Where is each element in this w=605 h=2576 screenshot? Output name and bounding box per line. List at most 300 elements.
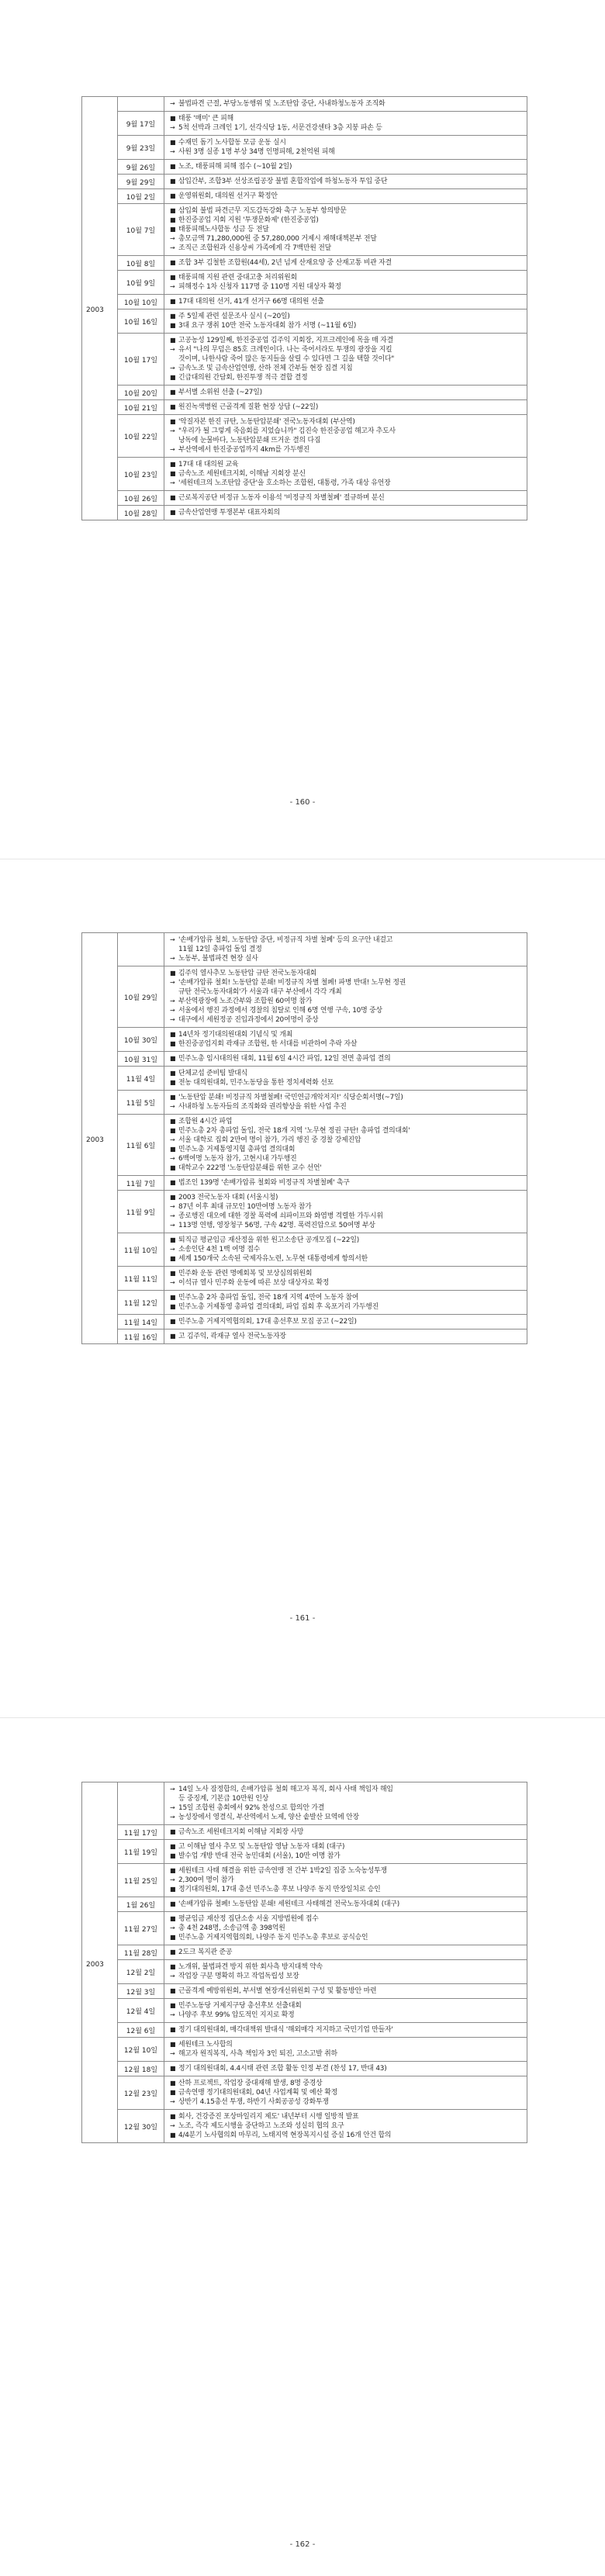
table-row — [82, 966, 527, 1028]
table-row — [82, 136, 527, 160]
table-row — [82, 1945, 527, 1960]
event-line — [170, 321, 522, 330]
event-text: 한진중공업 지회 지원 '투쟁문화제' (한진중공업) — [178, 216, 319, 224]
page-number: - 160 - — [289, 798, 316, 807]
event-line — [170, 2011, 522, 2020]
arrow-right-icon: → — [170, 346, 175, 353]
date-cell: 1월 26일 — [118, 1897, 164, 1912]
date-cell: 9월 26일 — [118, 160, 164, 175]
event-text: 수재민 돕기 노사합동 모금 운동 실시 — [178, 139, 286, 147]
event-line — [170, 1164, 522, 1173]
event-cell — [164, 1984, 527, 1999]
event-line — [170, 2112, 522, 2121]
arrow-right-icon: → — [170, 1804, 175, 1811]
event-line — [170, 2040, 522, 2049]
arrow-right-icon: → — [170, 1136, 175, 1143]
date-cell: 11월 28일 — [118, 1945, 164, 1960]
chronology-table — [81, 1782, 527, 2143]
event-text: 노조, 즉각 제도시행을 중단하고 노조와 성실히 협의 요구 — [178, 2122, 344, 2130]
table-row — [82, 415, 527, 458]
table-row — [82, 1115, 527, 1176]
arrow-right-icon: → — [170, 427, 175, 434]
date-cell: 10월 16일 — [118, 309, 164, 334]
bullet-square-icon: ■ — [170, 1294, 176, 1301]
event-text: 것이며, 나한사람 죽어 많은 동지들을 살릴 수 있다면 그 길을 택할 것이다" — [178, 355, 395, 363]
event-text: 민주노총 거제지역협의회, 나양주 동지 민주노총 후보로 공식승인 — [178, 1934, 368, 1942]
event-cell — [164, 1191, 527, 1233]
arrow-right-icon: → — [170, 955, 175, 962]
event-text: 유서 "나의 무덤은 85호 크레인이다. 나는 죽어서라도 투쟁의 광장을 지킬 — [178, 346, 392, 354]
event-cell — [164, 1291, 527, 1315]
event-line — [170, 312, 522, 321]
arrow-right-icon: → — [170, 1016, 175, 1023]
event-line — [170, 99, 522, 109]
date-cell: 11월 25일 — [118, 1864, 164, 1897]
bullet-square-icon: ■ — [170, 1934, 176, 1941]
bullet-square-icon: ■ — [170, 1867, 176, 1874]
page-number: - 162 - — [289, 2540, 316, 2549]
arrow-right-icon: → — [170, 998, 175, 1004]
date-cell: 10월 30일 — [118, 1028, 164, 1052]
event-line — [170, 1933, 522, 1942]
date-cell: 10월 28일 — [118, 506, 164, 520]
event-line — [170, 1126, 522, 1136]
date-cell: 12월 18일 — [118, 2062, 164, 2076]
event-line — [170, 162, 522, 171]
date-cell: 11월 4일 — [118, 1067, 164, 1091]
table-row — [82, 1984, 527, 1999]
event-text: 정기대의원회, 17대 총선 민주노총 후보 나양주 동지 만장일치로 승인 — [178, 1886, 381, 1893]
event-text: 조합 3부 김철한 조합원(44세), 2년 넘게 산재요양 중 산재고통 비관 자결 — [178, 259, 392, 267]
page-number: - 161 - — [289, 1614, 316, 1623]
event-line — [170, 417, 522, 427]
bullet-square-icon: ■ — [170, 216, 176, 223]
event-line — [170, 445, 522, 455]
bullet-square-icon: ■ — [170, 337, 176, 344]
bullet-square-icon: ■ — [170, 1828, 176, 1835]
event-line — [170, 1900, 522, 1909]
table-row — [82, 334, 527, 386]
event-text: 금속노조 세원테크지회, 이해남 지회장 분신 — [178, 470, 306, 478]
date-cell: 11월 5일 — [118, 1091, 164, 1115]
arrow-right-icon: → — [170, 2011, 175, 2018]
table-row — [82, 1329, 527, 1344]
event-line — [170, 1015, 522, 1025]
bullet-square-icon: ■ — [170, 1127, 176, 1134]
table-row — [82, 256, 527, 271]
event-line — [170, 954, 522, 963]
event-text: 규탄 전국노동자대회'가 서울과 대구 부산에서 각각 개최 — [178, 988, 342, 996]
bullet-square-icon: ■ — [170, 1886, 176, 1893]
table-row — [82, 1912, 527, 1945]
date-cell: 11월 10일 — [118, 1233, 164, 1267]
event-cell — [164, 415, 527, 458]
event-line — [170, 1202, 522, 1212]
event-text: 2도크 복지관 준공 — [178, 1948, 233, 1956]
bullet-square-icon: ■ — [170, 226, 176, 233]
chronology-sheet — [81, 1782, 527, 2143]
date-cell: 11월 17일 — [118, 1825, 164, 1840]
event-text: 부산역에서 한진중공업까지 4km를 가두행진 — [178, 446, 310, 454]
table-row — [82, 1960, 527, 1984]
bullet-square-icon: ■ — [170, 2026, 176, 2033]
event-text: 세원테크 노사합의 — [178, 2041, 233, 2049]
event-line — [170, 123, 522, 133]
event-cell — [164, 1960, 527, 1984]
event-line — [170, 1178, 522, 1188]
event-line — [170, 373, 522, 382]
table-row — [82, 1897, 527, 1912]
bullet-square-icon: ■ — [170, 2089, 176, 2096]
event-text: 낭독에 눈물바다, 노동탄압분쇄 뜨거운 결의 다짐 — [178, 437, 321, 444]
event-text: 태풍피해 지원 관련 중대고충 처리위원회 — [178, 274, 297, 282]
event-text: 나양주 후보 99% 압도적인 지지로 확정 — [178, 2011, 295, 2019]
event-line — [170, 469, 522, 479]
date-cell: 10월 10일 — [118, 295, 164, 309]
event-line — [170, 1293, 522, 1302]
event-line — [170, 1093, 522, 1102]
event-cell — [164, 400, 527, 415]
arrow-right-icon: → — [170, 283, 175, 290]
event-text: '악질자본 한진 규탄, 노동탄압분쇄' 전국노동자대회 (부산역) — [178, 418, 355, 426]
bullet-square-icon: ■ — [170, 1094, 176, 1101]
date-cell: 10월 2일 — [118, 189, 164, 204]
event-text: 고 이해남 열사 추모 및 노동탄압 영남 노동자 대회 (대구) — [178, 1843, 345, 1851]
event-cell — [164, 1176, 527, 1191]
bullet-square-icon: ■ — [170, 2002, 176, 2009]
bullet-square-icon: ■ — [170, 1915, 176, 1922]
event-line — [170, 1317, 522, 1326]
event-text: 원진녹색병원 근골격계 질환 현장 상담 (~22일) — [178, 403, 319, 411]
event-cell — [164, 271, 527, 295]
event-text: 등 중징계, 기본급 10만원 인상 — [178, 1795, 269, 1803]
event-text: '손배가압류 철회! 노동탄압 분쇄! 비정규직 차별 철폐! 파병 반대! 노무현 정권 — [178, 979, 406, 987]
event-line — [170, 2079, 522, 2088]
document-page — [0, 859, 605, 1717]
bullet-square-icon: ■ — [170, 494, 176, 501]
event-line — [170, 997, 522, 1006]
event-line — [170, 2097, 522, 2107]
bullet-square-icon: ■ — [170, 418, 176, 425]
bullet-square-icon: ■ — [170, 1900, 176, 1907]
event-cell — [164, 1052, 527, 1067]
event-line — [170, 935, 522, 945]
event-text: 정기 대의원대회, 4.4시태 관련 조합 활동 인정 부결 (찬성 17, 반대 43) — [178, 2065, 387, 2073]
event-line — [170, 1866, 522, 1876]
arrow-right-icon: → — [170, 100, 175, 107]
event-text: 삼입간부, 조합3부 선상조립공장 불법 혼합작업에 하청노동자 투입 중단 — [178, 178, 388, 185]
event-line — [170, 258, 522, 268]
event-text: 세원테크 사태 해결을 위한 금속연맹 전 간부 1박2일 집중 노숙농성투쟁 — [178, 1867, 387, 1875]
arrow-right-icon: → — [170, 1924, 175, 1931]
date-cell: 12월 10일 — [118, 2038, 164, 2062]
date-cell: 9월 23일 — [118, 136, 164, 160]
chronology-table — [81, 96, 527, 520]
event-text: 총 4천 248명, 소송금액 총 398억원 — [178, 1924, 285, 1932]
event-line — [170, 1212, 522, 1221]
event-line — [170, 427, 522, 436]
date-cell: 11월 14일 — [118, 1315, 164, 1329]
table-row — [82, 295, 527, 309]
table-row — [82, 1191, 527, 1233]
event-line — [170, 114, 522, 123]
event-text: 근로복지공단 비정규 노동자 이용석 '비정규직 차별철폐' 절규하며 분신 — [178, 494, 385, 502]
bullet-square-icon: ■ — [170, 2065, 176, 2072]
arrow-right-icon: → — [170, 979, 175, 986]
table-row — [82, 458, 527, 491]
date-cell: 11월 12일 — [118, 1291, 164, 1315]
date-cell: 12월 4일 — [118, 1999, 164, 2023]
bullet-square-icon: ■ — [170, 1963, 176, 1970]
event-text: 11월 12일 총파업 돌입 결정 — [178, 946, 262, 953]
chronology-sheet — [81, 96, 527, 520]
bullet-square-icon: ■ — [170, 207, 176, 214]
table-row — [82, 2038, 527, 2062]
date-cell: 11월 7일 — [118, 1176, 164, 1191]
event-text: 퇴직금 평균임금 재산정을 위한 원고소송단 공개모집 (~22일) — [178, 1236, 359, 1244]
event-text: 운영위원회, 대의원 선거구 확정안 — [178, 192, 278, 200]
bullet-square-icon: ■ — [170, 374, 176, 381]
arrow-right-icon: → — [170, 365, 175, 372]
year-cell: 2003 — [82, 97, 118, 520]
event-cell — [164, 1115, 527, 1176]
table-row — [82, 1315, 527, 1329]
bullet-square-icon: ■ — [170, 139, 176, 146]
bullet-square-icon: ■ — [170, 1055, 176, 1062]
event-text: 법조인 139명 '손배가압류 철회와 비정규직 차별철폐' 촉구 — [178, 1179, 350, 1187]
bullet-square-icon: ■ — [170, 1031, 176, 1038]
date-cell: 11월 11일 — [118, 1267, 164, 1291]
arrow-right-icon: → — [170, 2098, 175, 2105]
bullet-square-icon: ■ — [170, 2132, 176, 2139]
date-cell: 10월 23일 — [118, 458, 164, 491]
event-line — [170, 1794, 522, 1803]
event-text: 고 김주익, 곽재규 열사 전국노동자장 — [178, 1333, 286, 1340]
event-cell — [164, 160, 527, 175]
event-line — [170, 2131, 522, 2140]
bullet-square-icon: ■ — [170, 163, 176, 170]
date-cell: 12월 23일 — [118, 2076, 164, 2110]
bullet-square-icon: ■ — [170, 389, 176, 396]
event-line — [170, 1852, 522, 1861]
table-row — [82, 1782, 527, 1825]
event-cell — [164, 189, 527, 204]
bullet-square-icon: ■ — [170, 1333, 176, 1340]
arrow-right-icon: → — [170, 2122, 175, 2129]
event-text: 긴급대의원 간담회, 한진투쟁 적극 결합 결정 — [178, 374, 308, 382]
event-line — [170, 1221, 522, 1230]
bullet-square-icon: ■ — [170, 1843, 176, 1850]
event-line — [170, 1245, 522, 1254]
table-row — [82, 2062, 527, 2076]
arrow-right-icon: → — [170, 1973, 175, 1980]
event-text: 한진중공업지회 곽재규 조합원, 한 서대를 비관하여 추락 자살 — [178, 1040, 358, 1048]
date-cell: 10월 17일 — [118, 334, 164, 386]
table-row — [82, 2076, 527, 2110]
table-row — [82, 1840, 527, 1864]
bullet-square-icon: ■ — [170, 259, 176, 266]
event-line — [170, 2001, 522, 2011]
arrow-right-icon: → — [170, 936, 175, 943]
event-text: 14일 노사 잠정합의, 손배가압류 철회 해고자 복직, 회사 사태 책임자 해임 — [178, 1786, 393, 1793]
table-row — [82, 1825, 527, 1840]
event-line — [170, 978, 522, 987]
bullet-square-icon: ■ — [170, 1164, 176, 1171]
event-line — [170, 1986, 522, 1996]
date-cell: 10월 26일 — [118, 491, 164, 506]
event-line — [170, 1117, 522, 1126]
event-text: 민주노총 2차 총파업 돌입, 전국 18개 지역 4만여 노동자 참여 — [178, 1294, 359, 1302]
event-line — [170, 1962, 522, 1972]
event-text: 6백여명 노동자 참가, 고현시내 가두행진 — [178, 1155, 297, 1163]
event-text: '세원테크의 노조탄압 중단'을 호소하는 조합원, 대통령, 가족 대상 유언장 — [178, 479, 391, 487]
arrow-right-icon: → — [170, 2050, 175, 2057]
event-text: 소송인단 4천 1백 여명 접수 — [178, 1246, 261, 1253]
event-line — [170, 2088, 522, 2097]
event-line — [170, 1785, 522, 1794]
event-line — [170, 273, 522, 282]
event-text: 민주화 운동 관련 명예회복 및 보상심의위원회 — [178, 1270, 313, 1278]
event-text: 사원 3명 실종 1명 부상 34명 인명피해, 2천억원 피해 — [178, 148, 335, 156]
bullet-square-icon: ■ — [170, 1948, 176, 1955]
event-text: 노조, 태풍피해 피해 접수 (~10월 2일) — [178, 163, 292, 171]
event-line — [170, 1914, 522, 1924]
event-text: 15일 조합원 총회에서 92% 찬성으로 합의안 가결 — [178, 1804, 325, 1812]
event-text: 상반기 4.15총선 투쟁, 하반기 사회공공성 강화투쟁 — [178, 2098, 329, 2106]
event-cell — [164, 1945, 527, 1960]
bullet-square-icon: ■ — [170, 192, 176, 199]
event-line — [170, 1302, 522, 1312]
event-line — [170, 354, 522, 364]
event-text: 평균임금 재산정 집단소송 서울 지방법원에 접수 — [178, 1915, 319, 1923]
date-cell: 9월 17일 — [118, 112, 164, 136]
bullet-square-icon: ■ — [170, 1194, 176, 1201]
event-cell — [164, 1315, 527, 1329]
event-text: 금속연맹 정기대의원대회, 04년 사업계획 및 예산 확정 — [178, 2089, 338, 2097]
event-line — [170, 1924, 522, 1933]
bullet-square-icon: ■ — [170, 470, 176, 477]
event-cell — [164, 2076, 527, 2110]
table-row — [82, 1091, 527, 1115]
event-line — [170, 2064, 522, 2073]
event-cell — [164, 136, 527, 160]
event-cell — [164, 309, 527, 334]
arrow-right-icon: → — [170, 148, 175, 155]
bullet-square-icon: ■ — [170, 1303, 176, 1310]
event-cell — [164, 1825, 527, 1840]
table-row — [82, 1233, 527, 1267]
table-row — [82, 1067, 527, 1091]
table-row — [82, 491, 527, 506]
event-text: 민주노총 2차 총파업 돌입, 전국 18개 지역 '노무현 정권 규탄! 총파업 결의대회' — [178, 1127, 410, 1135]
event-cell — [164, 1782, 527, 1825]
event-line — [170, 192, 522, 201]
event-text: 농성장에서 영결식, 부산역에서 노제, 양산 솥발산 묘역에 안장 — [178, 1814, 359, 1821]
event-line — [170, 2121, 522, 2131]
event-text: 주 5일제 관련 설문조사 실시 (~20일) — [178, 313, 290, 320]
event-text: 이석규 열사 민주화 운동에 따른 보상 대상자로 확정 — [178, 1279, 330, 1287]
event-text: 2003 전국노동자 대회 (서울시청) — [178, 1194, 278, 1202]
arrow-right-icon: → — [170, 235, 175, 242]
date-cell: 11월 16일 — [118, 1329, 164, 1344]
bullet-square-icon: ■ — [170, 1040, 176, 1047]
event-text: 민주노총 거제통영 총파업 결의대회, 파업 집회 후 옥포거리 가두행진 — [178, 1303, 379, 1311]
table-row — [82, 1267, 527, 1291]
event-text: 종로행진 대오에 대한 경찰 폭력에 쇠파이프와 화염병 격렬한 가두시위 — [178, 1212, 383, 1220]
event-cell — [164, 1267, 527, 1291]
event-text: 태풍 '매미' 큰 피해 — [178, 115, 233, 123]
event-line — [170, 1006, 522, 1015]
date-cell: 12월 3일 — [118, 1984, 164, 1999]
arrow-right-icon: → — [170, 1786, 175, 1793]
event-cell — [164, 2110, 527, 2143]
event-line — [170, 138, 522, 147]
arrow-right-icon: → — [170, 1155, 175, 1162]
event-cell — [164, 2023, 527, 2038]
bullet-square-icon: ■ — [170, 2080, 176, 2087]
event-line — [170, 969, 522, 978]
date-cell: 10월 21일 — [118, 400, 164, 415]
event-text: 서울에서 행진 과정에서 경찰의 침탈로 인해 6명 연행 구속, 10명 중상 — [178, 1007, 382, 1015]
event-text: 불법파견 근절, 부당노동행위 및 노조탄압 중단, 사내하청노동자 조직화 — [178, 100, 385, 108]
table-row — [82, 1999, 527, 2023]
date-cell: 10월 22일 — [118, 415, 164, 458]
table-row — [82, 271, 527, 295]
event-text: 대학교수 222명 '노동탄압분쇄를 위한 교수 선언' — [178, 1164, 322, 1172]
event-text: 조합원 4시간 파업 — [178, 1118, 233, 1125]
bullet-square-icon: ■ — [170, 970, 176, 977]
event-text: '노동탄압 분쇄! 비정규직 차별철폐! 국민연금개악저지!' 식당순회서명(~7일) — [178, 1094, 403, 1101]
event-line — [170, 1078, 522, 1087]
event-text: 해고자 원직복직, 사측 책임자 3인 퇴진, 고소고발 취하 — [178, 2050, 337, 2058]
event-text: 전농 대의원대회, 민주노동당을 통한 정치세력화 선포 — [178, 1079, 334, 1087]
table-row — [82, 400, 527, 415]
date-cell: 10월 20일 — [118, 386, 164, 400]
bullet-square-icon: ■ — [170, 1852, 176, 1859]
event-text: 민주노총 임시대의원 대회, 11월 6일 4시간 파업, 12일 전면 총파업 결의 — [178, 1055, 391, 1063]
event-text: 회사, 건강증진 포상마일리지 제도' 내년부터 시행 일방적 발표 — [178, 2113, 359, 2121]
event-line — [170, 1278, 522, 1288]
table-row — [82, 386, 527, 400]
event-line — [170, 493, 522, 503]
bullet-square-icon: ■ — [170, 1070, 176, 1077]
event-line — [170, 945, 522, 954]
event-line — [170, 282, 522, 292]
event-line — [170, 336, 522, 345]
bullet-square-icon: ■ — [170, 115, 176, 122]
bullet-square-icon: ■ — [170, 1079, 176, 1086]
date-cell: 10월 29일 — [118, 966, 164, 1028]
event-line — [170, 216, 522, 225]
bullet-square-icon: ■ — [170, 298, 176, 305]
year-cell: 2003 — [82, 933, 118, 1344]
event-text: 단체교섭 준비팀 발대식 — [178, 1070, 247, 1077]
bullet-square-icon: ■ — [170, 2041, 176, 2048]
date-cell — [118, 97, 164, 112]
bullet-square-icon: ■ — [170, 1270, 176, 1277]
bullet-square-icon: ■ — [170, 509, 176, 516]
event-line — [170, 388, 522, 397]
table-row — [82, 309, 527, 334]
event-line — [170, 1193, 522, 1202]
event-cell — [164, 491, 527, 506]
event-line — [170, 206, 522, 216]
event-line — [170, 1136, 522, 1145]
event-text: 작업장 구분 명확히 하고 작업독립성 보장 — [178, 1973, 299, 1980]
bullet-square-icon: ■ — [170, 403, 176, 410]
arrow-right-icon: → — [170, 1212, 175, 1219]
event-cell — [164, 458, 527, 491]
